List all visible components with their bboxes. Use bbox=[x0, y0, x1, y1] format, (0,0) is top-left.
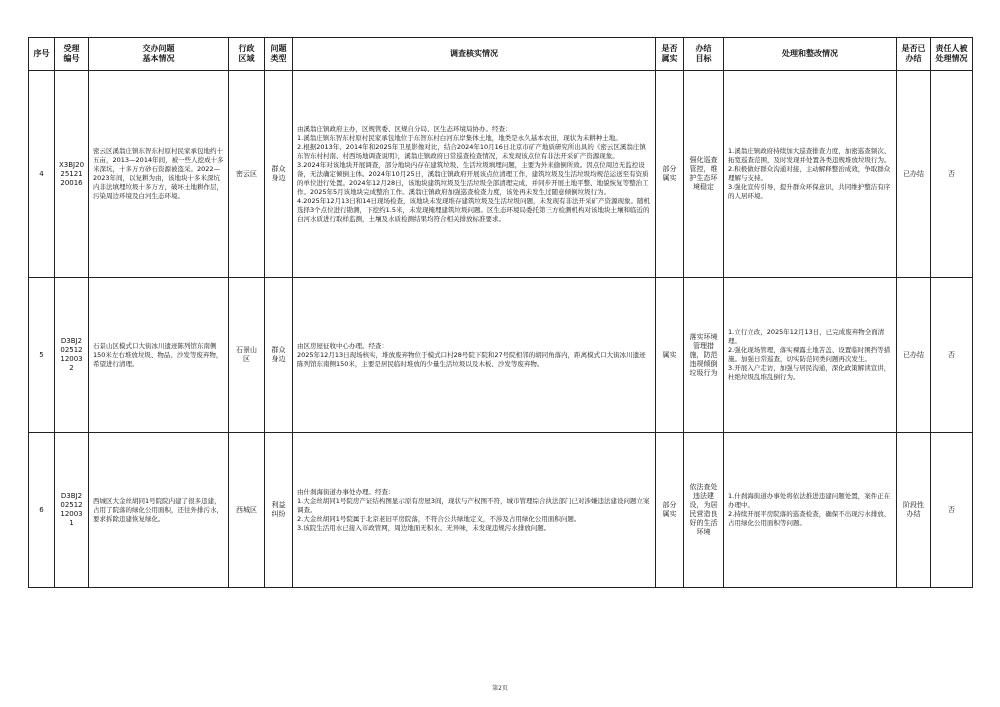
row-issue: 西城区大金丝胡同1号院院内建了很多违建，占用了院落的绿化公用面积，还往外排污水，要求拆除违建恢复绿化。 bbox=[89, 433, 229, 588]
rectification-line: 2.持续开展平房院落的巡查检查，确保不出现污水排放、占用绿化公用面积等问题。 bbox=[728, 510, 891, 527]
header-goal: 办结 目标 bbox=[684, 38, 724, 71]
row-accountability: 否 bbox=[931, 71, 973, 278]
row-seq: 4 bbox=[29, 71, 55, 278]
investigation-line: 由溪翁庄镇政府主办，区规管委、区规自分局、区生态环境局协办。经查： bbox=[297, 124, 512, 133]
row-seq: 6 bbox=[29, 433, 55, 588]
header-completed: 是否已 办结 bbox=[897, 38, 931, 71]
investigation-line: 3.该院生活用水已接入市政管网，周边地面无积水、无异味，未发现违规污水排放问题。 bbox=[297, 523, 551, 532]
header-seq: 序号 bbox=[29, 38, 55, 71]
header-accountability: 责任人被 处理情况 bbox=[931, 38, 973, 71]
investigation-line: 3.2024年对该地块开展调查，部分地块内存在建筑垃圾、生活垃圾填埋问题，主要为外来偷倒所致。因点位周边无监控设备，无法确定倾倒主体。2024年10月25日，溪翁庄镇政府开展该点位清理工作，建筑垃圾及生活垃圾均规范运送至有资质的单位进行处置。2024年12月28日，该地块建筑垃圾及生活垃圾全部清理完成，并同步开展土地平整、地貌恢复等整治工作。2025年5月该地块完成整治工作。溪翁庄镇政府加强巡查检查力度，该处再未发生过随意倾倒垃圾行为。 bbox=[297, 160, 649, 196]
row-code: D3BJ2 02512 12003 1 bbox=[55, 433, 89, 588]
header-row bbox=[29, 38, 973, 71]
row-accountability: 否 bbox=[931, 278, 973, 433]
row-completed: 已办结 bbox=[897, 278, 931, 433]
header-code: 受理 编号 bbox=[55, 38, 89, 71]
row-area: 石景山 区 bbox=[229, 278, 265, 433]
row-verified: 部分 属实 bbox=[656, 433, 684, 588]
row-verified: 属实 bbox=[656, 278, 684, 433]
header-verified: 是否 属实 bbox=[656, 38, 684, 71]
rectification-line: 1.什刹海街道办事处将依法推进违建问题处置，案件正在办理中。 bbox=[728, 492, 891, 509]
row-type: 群众 身边 bbox=[265, 278, 293, 433]
table-row bbox=[29, 433, 973, 588]
row-goal: 落实环境管理措施，防范违规倾倒垃圾行为 bbox=[684, 278, 724, 433]
rectification-line: 2.积极做好群众沟通对接，主动解释整治成效，争取群众理解与支持。 bbox=[728, 165, 891, 182]
row-area: 西城区 bbox=[229, 433, 265, 588]
header-area: 行政 区域 bbox=[229, 38, 265, 71]
rectification-line: 1.立行立改，2025年12月13日，已完成废弃物全面清理。 bbox=[728, 328, 885, 345]
row-goal: 强化巡查管控，维护生态环境稳定 bbox=[684, 71, 724, 278]
header-rectification: 处理和整改情况 bbox=[724, 38, 897, 71]
row-investigation bbox=[293, 433, 656, 588]
row-code: D3BJ2 02512 12003 2 bbox=[55, 278, 89, 433]
investigation-line: 由什刹海街道办事处办理。经查： bbox=[297, 487, 395, 496]
header-type: 问题 类型 bbox=[265, 38, 293, 71]
row-investigation bbox=[293, 278, 656, 433]
row-type: 群众 身边 bbox=[265, 71, 293, 278]
complaint-table bbox=[28, 37, 973, 588]
row-issue: 石景山区模式口大街冰川遗迹陈列馆东南侧150米左右堆放垃圾、物品、沙发等废弃物，希望进行清理。 bbox=[89, 278, 229, 433]
investigation-line: 由区房屋征收中心办理。经查： bbox=[297, 341, 388, 350]
row-seq: 5 bbox=[29, 278, 55, 433]
row-area: 密云区 bbox=[229, 71, 265, 278]
row-issue: 密云区溪翁庄镇东智东村原村民家承包地约十五亩，2013—2014年间，被一些人挖成十多米深坑，十多万方砂石资源被盗采。2022—2023年间，以复耕为由，该地块十多米深坑内非法填埋垃圾十多万方，破坏土地耕作层，污染周边环境及白河生态环境。 bbox=[89, 71, 229, 278]
row-completed: 阶段性 办结 bbox=[897, 433, 931, 588]
table-row bbox=[29, 278, 973, 433]
page-number: 第2页 bbox=[492, 685, 508, 692]
rectification-line: 1.溪翁庄镇政府持续加大巡查排查力度，加密巡查频次、拓宽巡查范围，及时发现并处置各类违规堆放垃圾行为。 bbox=[728, 147, 891, 164]
investigation-line: 2.大金丝胡同1号院属于北京老旧平房院落，不符合公共绿地定义，不涉及占用绿化公用面积问题。 bbox=[297, 514, 581, 523]
investigation-line: 4.2025年12月13日和14日现场检查，该地块未发现堆存建筑垃圾及生活垃圾问题，未发现有非法开采矿产资源现象。随机选择3个点位进行勘测，下挖约1.5米，未发现掩埋建筑垃圾问题。区生态环境局委托第三方检测机构对该地块土壤和临近的白河水质进行取样监测，土壤及水质检测结果均符合相关排放标准要求。 bbox=[297, 196, 651, 223]
table-row bbox=[29, 71, 973, 278]
investigation-line: 1.溪翁庄镇东智东村原村民家承包地位于东智东村白河东岸集体土地，地类是永久基本农田，现状为未耕种土地。 bbox=[297, 133, 622, 142]
investigation-line: 2025年12月13日现场核实，堆放废弃物位于模式口村28号院下院和27号院相邻的胡同角落内，距离模式口大街冰川遗迹陈列馆东南侧150米，主要是居民临时堆放的少量生活垃圾以及木板、沙发等废弃物。 bbox=[297, 350, 646, 368]
row-verified: 部分 属实 bbox=[656, 71, 684, 278]
row-goal: 依法查处违法建设，为居民营造良好的生活环境 bbox=[684, 433, 724, 588]
row-type: 利益 纠纷 bbox=[265, 433, 293, 588]
row-rectification bbox=[724, 433, 897, 588]
row-code: X3BJ20 25121 20016 bbox=[55, 71, 89, 278]
investigation-line: 1.大金丝胡同1号院房产证结构图显示原有房屋3间，现状与产权图不符，城市管理综合执法部门已对涉嫌违法建设问题立案调查。 bbox=[297, 496, 650, 514]
row-rectification bbox=[724, 278, 897, 433]
row-completed: 已办结 bbox=[897, 71, 931, 278]
rectification-line: 3.强化宣传引导，提升群众环保意识，共同维护整洁有序的人居环境。 bbox=[728, 183, 891, 200]
header-issue: 交办问题 基本情况 bbox=[89, 38, 229, 71]
header-investigation: 调查核实情况 bbox=[293, 38, 656, 71]
row-rectification bbox=[724, 71, 897, 278]
rectification-line: 2.强化现场管理，落实裸露土地苫盖、设置临时围挡等措施。加强日常巡查，切实防范同类问题再次发生。 bbox=[728, 346, 891, 363]
row-investigation bbox=[293, 71, 656, 278]
row-accountability: 否 bbox=[931, 433, 973, 588]
investigation-line: 2.根据2013年、2014年和2025年卫星影像对比，结合2024年10月16日北京市矿产地质研究所出具的《密云区溪翁庄镇东智东村村南、村西场地调查说明》，溪翁庄镇政府日常巡查检查情况，未发现该点位有非法开采矿产资源现象。 bbox=[297, 142, 646, 160]
rectification-line: 3.开展入户走访，加强与居民沟通，深化政策解读宣讲，杜绝垃圾乱堆乱倒行为。 bbox=[728, 364, 891, 381]
